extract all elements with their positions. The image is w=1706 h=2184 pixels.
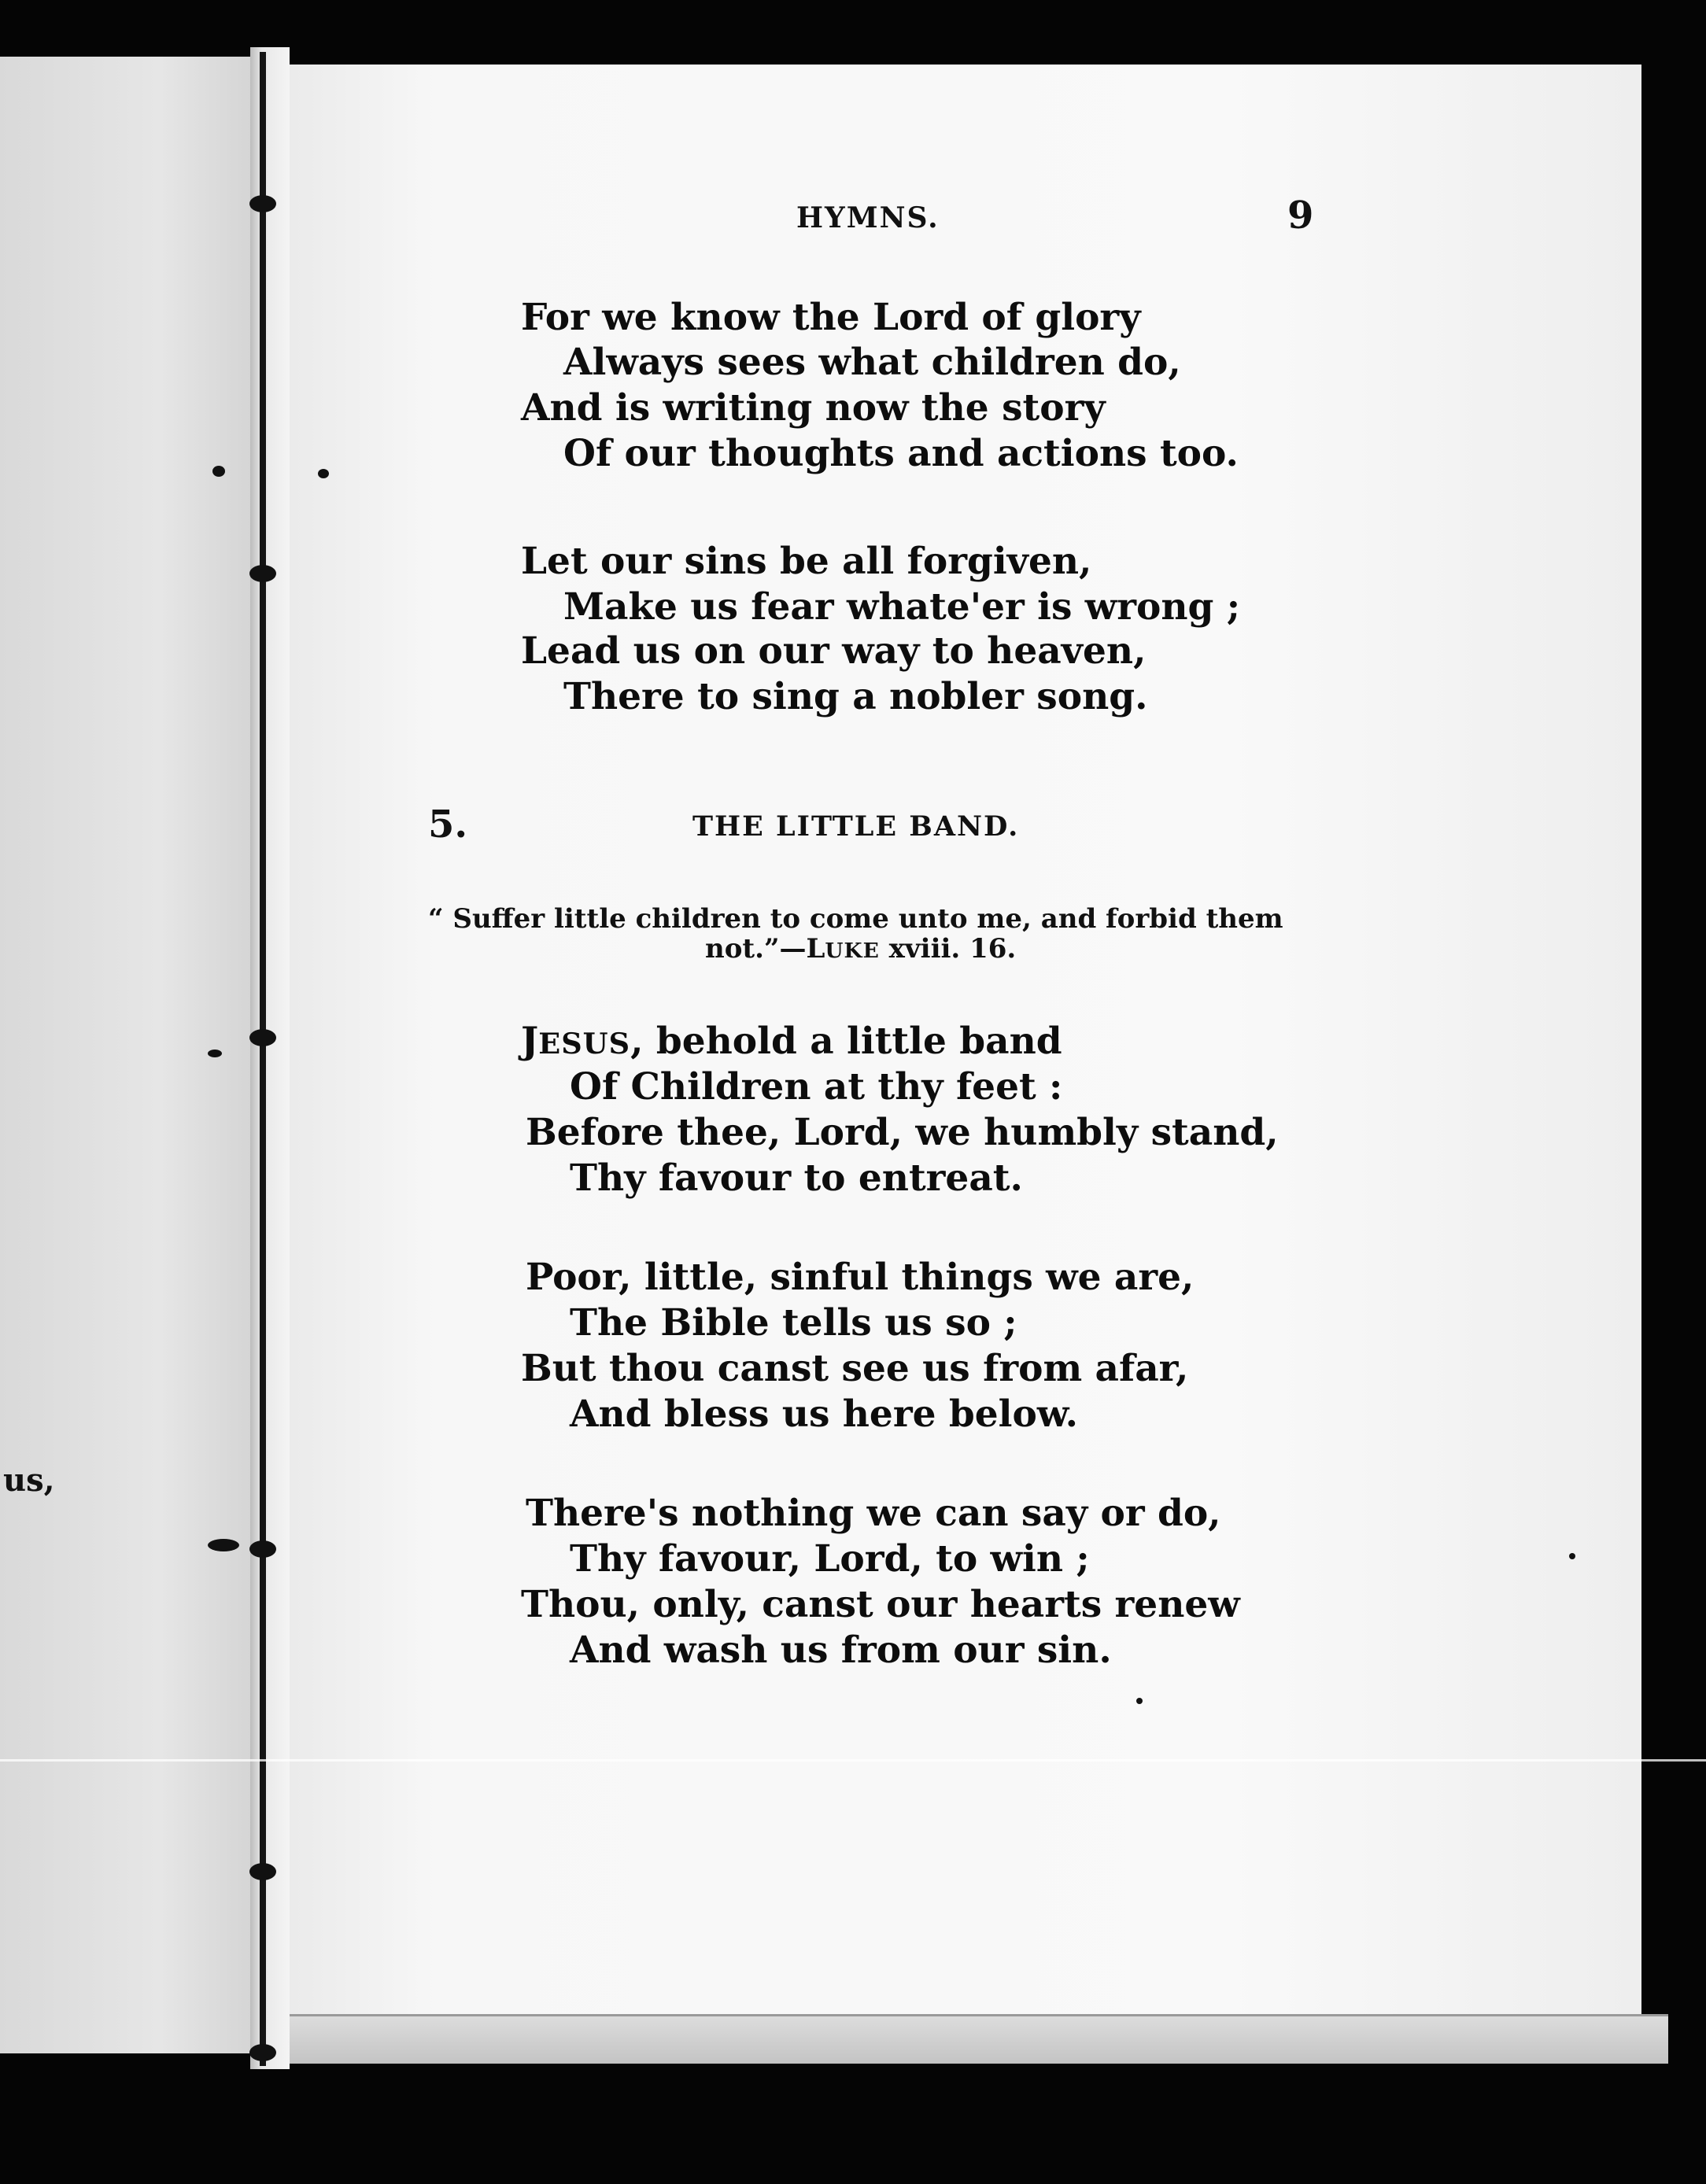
epigraph-reference-smallcaps: UKE bbox=[825, 939, 880, 963]
verse-line: Thou, only, canst our hearts renew bbox=[521, 1583, 1240, 1626]
first-line-text: , behold a little band bbox=[630, 1020, 1062, 1063]
verse-line bbox=[521, 1020, 1062, 1063]
verse-line: Thy favour, Lord, to win ; bbox=[570, 1537, 1090, 1581]
ink-speck bbox=[1569, 1553, 1575, 1559]
hymn-title: THE LITTLE BAND. bbox=[692, 810, 1020, 843]
verse-line: And is writing now the story bbox=[521, 386, 1106, 430]
verse-line: Of Children at thy feet : bbox=[570, 1065, 1063, 1109]
verse-line: There to sing a nobler song. bbox=[563, 675, 1148, 718]
ink-speck bbox=[1136, 1698, 1143, 1704]
verse-line: Always sees what children do, bbox=[563, 341, 1181, 384]
hymn-number: 5. bbox=[428, 802, 468, 847]
binding-stitch bbox=[249, 1029, 276, 1046]
verse-line: Make us fear whate'er is wrong ; bbox=[563, 585, 1241, 629]
binding-stitch bbox=[249, 195, 276, 212]
epigraph-reference-chapter: xviii. 16. bbox=[879, 933, 1017, 965]
verse-line: And bless us here below. bbox=[570, 1393, 1078, 1436]
verse-line: Poor, little, sinful things we are, bbox=[526, 1256, 1195, 1299]
left-page-text-fragment: us, bbox=[3, 1462, 55, 1499]
verse-line: There's nothing we can say or do, bbox=[526, 1492, 1221, 1535]
verse-line: But thou canst see us from afar, bbox=[521, 1347, 1189, 1390]
epigraph-line bbox=[705, 933, 1016, 965]
binding-stitch bbox=[249, 565, 276, 582]
verse-line: And wash us from our sin. bbox=[570, 1629, 1112, 1672]
running-head: HYMNS. bbox=[796, 201, 940, 234]
verse-line: The Bible tells us so ; bbox=[570, 1301, 1017, 1345]
page-number: 9 bbox=[1287, 194, 1314, 238]
ink-speck bbox=[208, 1539, 239, 1551]
scan-artifact-line bbox=[0, 1759, 1706, 1762]
verse-line: For we know the Lord of glory bbox=[521, 296, 1141, 339]
verse-line: Before thee, Lord, we humbly stand, bbox=[526, 1111, 1279, 1154]
ink-speck bbox=[212, 466, 225, 477]
binding-stitch bbox=[249, 1863, 276, 1880]
verse-line: Thy favour to entreat. bbox=[570, 1157, 1023, 1200]
epigraph-reference-initial: L bbox=[806, 933, 825, 965]
book-spine bbox=[250, 47, 290, 2069]
verse-line: Lead us on our way to heaven, bbox=[521, 629, 1147, 673]
first-word-smallcaps: ESUS bbox=[538, 1027, 631, 1061]
page-bottom-edge bbox=[260, 2014, 1668, 2064]
verse-line: Let our sins be all forgiven, bbox=[521, 540, 1092, 583]
ink-speck bbox=[318, 469, 329, 478]
epigraph-line: “ Suffer little children to come unto me, and forbid them bbox=[428, 903, 1283, 935]
ink-speck bbox=[208, 1050, 222, 1057]
binding-stitch bbox=[249, 1540, 276, 1558]
epigraph-text: not.”— bbox=[705, 933, 807, 965]
binding-thread bbox=[260, 52, 266, 2066]
first-word-initial: J bbox=[521, 1020, 539, 1063]
binding-stitch bbox=[249, 2044, 276, 2061]
verse-line: Of our thoughts and actions too. bbox=[563, 432, 1239, 475]
left-page bbox=[0, 57, 266, 2053]
